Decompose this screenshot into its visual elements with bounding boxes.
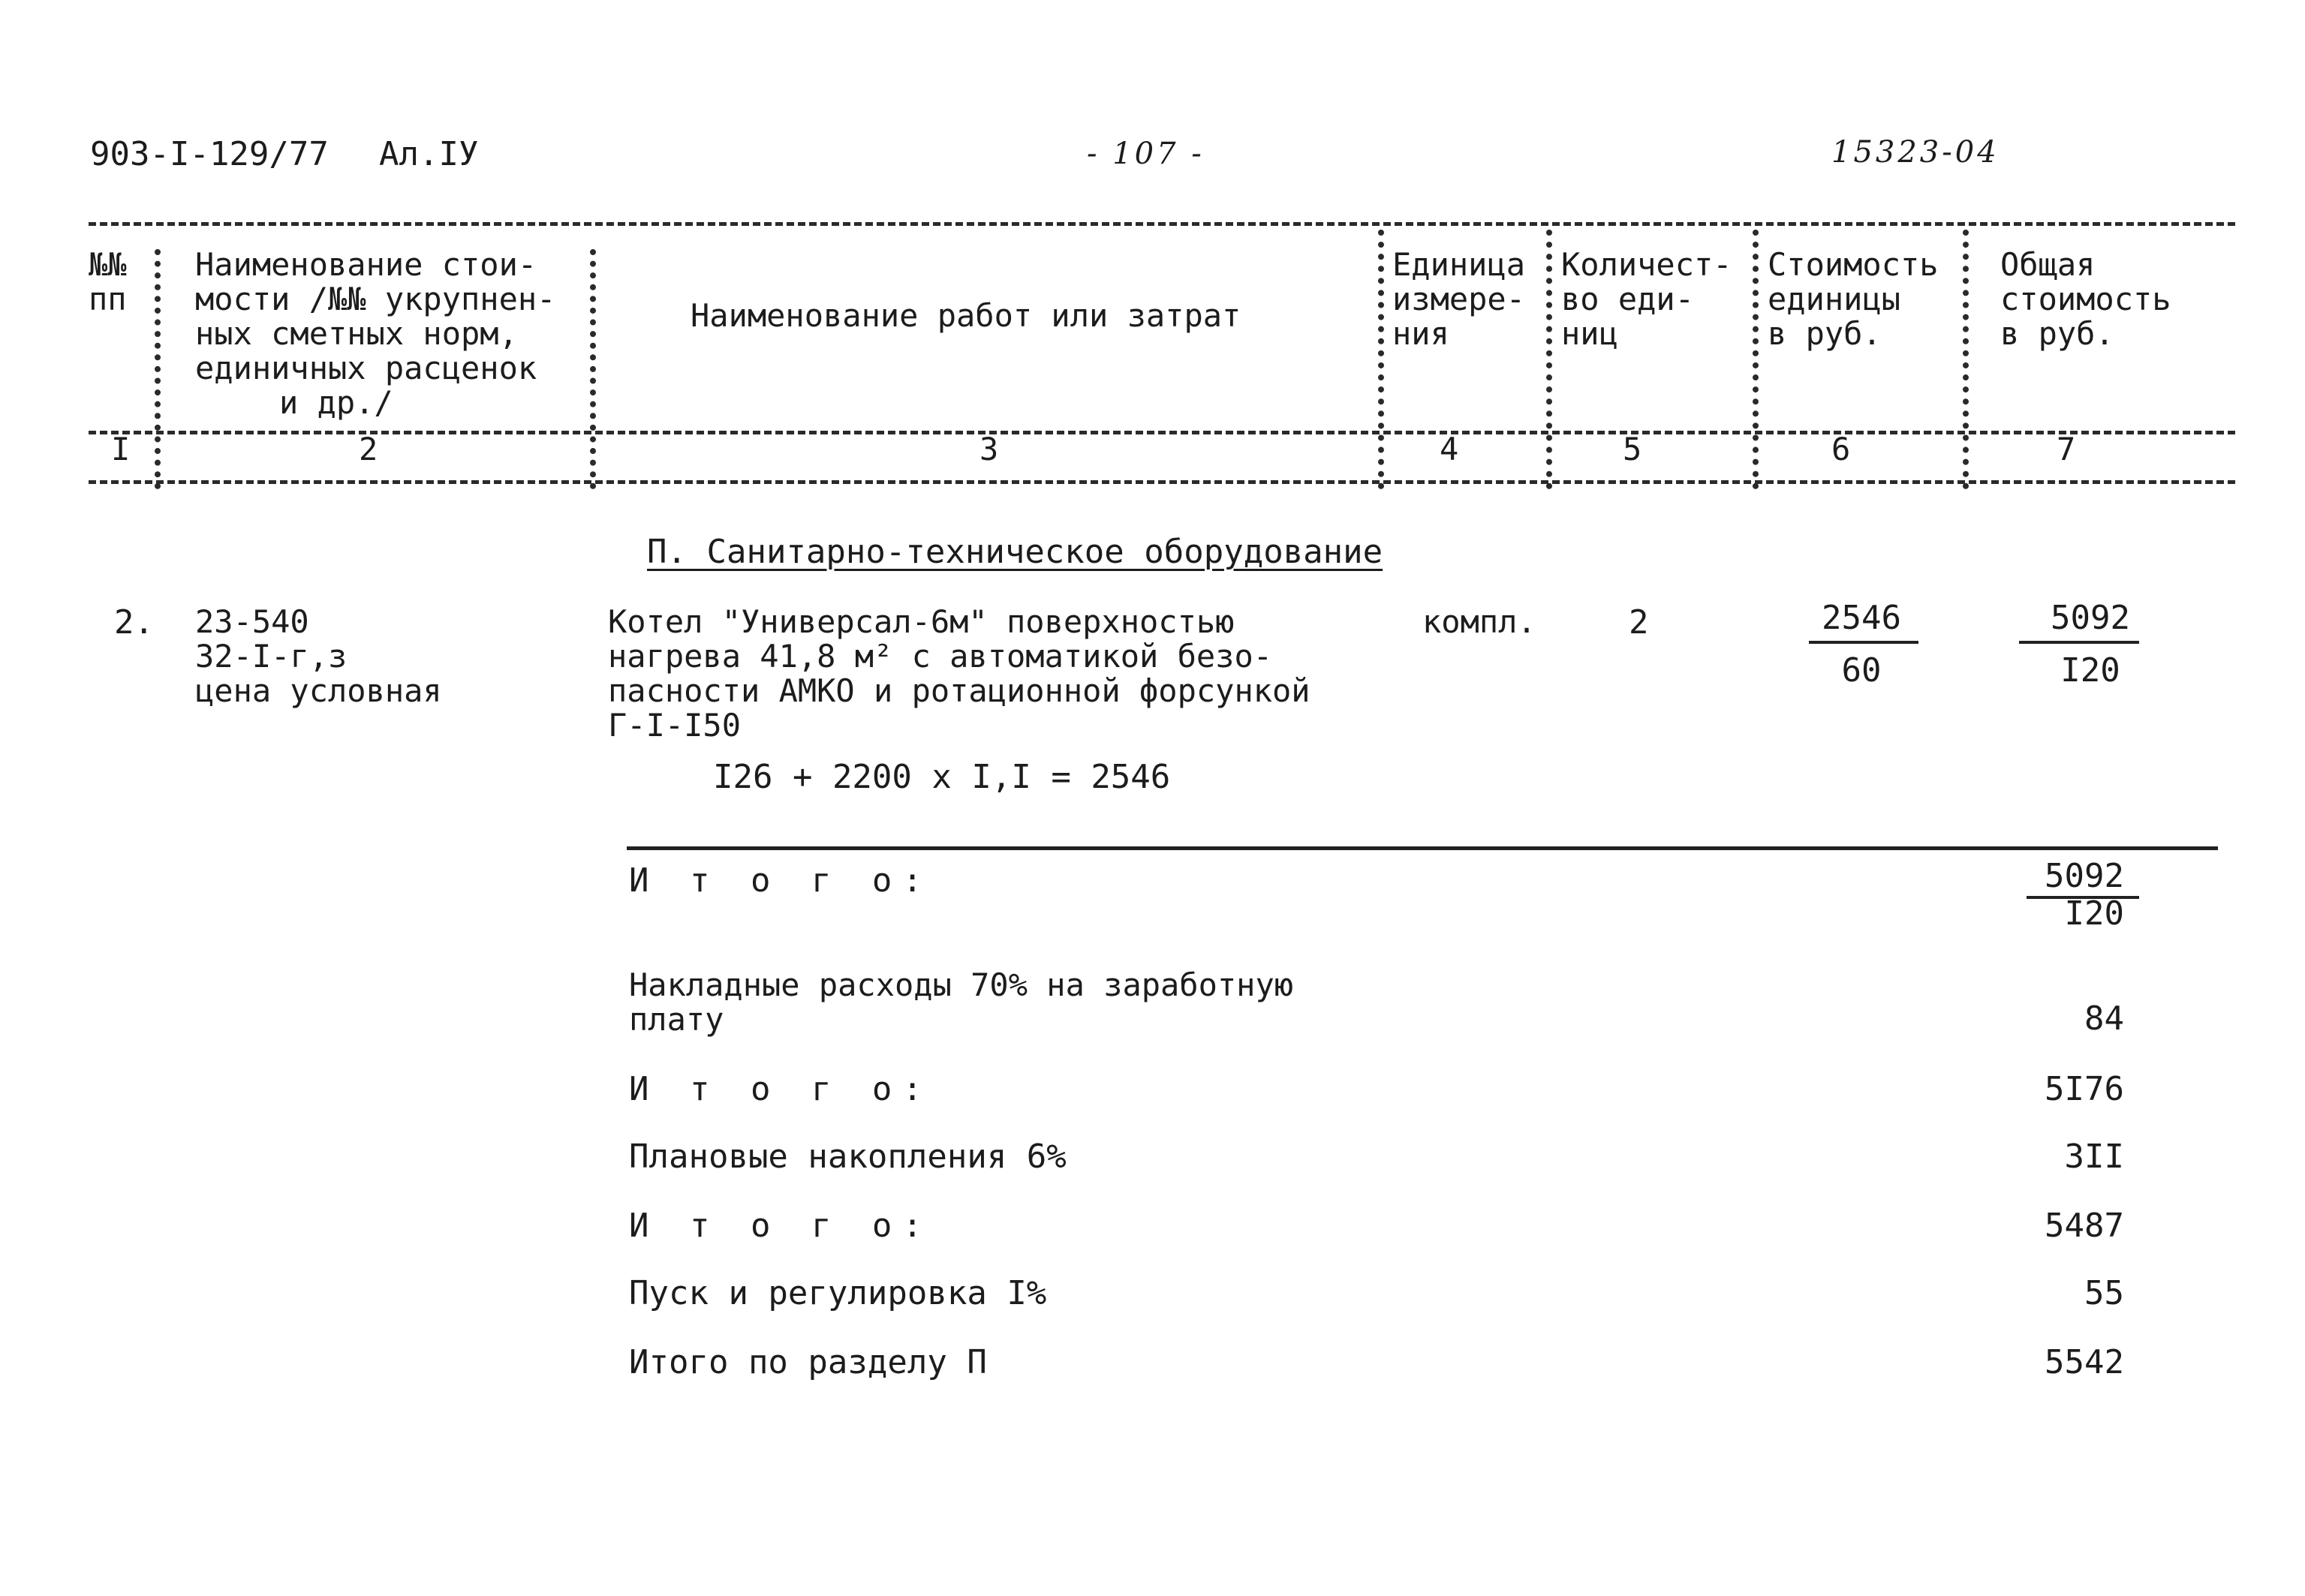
subtotal-1-bottom: I20 bbox=[2064, 894, 2124, 933]
section-title: П. Санитарно-техническое оборудование bbox=[647, 533, 1383, 571]
subtotal-1-label: И т о г о: bbox=[629, 861, 933, 900]
row-ref-line2: 32-I-г,з bbox=[195, 638, 348, 675]
document-code: 903-I-129/77 bbox=[90, 135, 329, 173]
row-unit: компл. bbox=[1422, 603, 1536, 640]
table-top-rule bbox=[89, 222, 2235, 226]
col-separator-5 bbox=[1753, 230, 1759, 489]
startup-adjustment-label: Пуск и регулировка I% bbox=[629, 1274, 1047, 1312]
header-col3: Наименование работ или затрат bbox=[691, 297, 1241, 334]
header-col4-line2: измере- bbox=[1392, 281, 1526, 317]
header-col6-line2: единицы bbox=[1768, 281, 1901, 317]
header-col2-line1: Наименование стои- bbox=[195, 246, 537, 283]
planned-accumulation-value: 3II bbox=[2064, 1138, 2124, 1176]
column-number-1: I bbox=[111, 431, 131, 467]
header-col2-line5: и др./ bbox=[279, 384, 393, 421]
header-col1-line2: пп bbox=[89, 281, 127, 317]
summary-rule bbox=[627, 846, 2218, 850]
row-total-top: 5092 bbox=[2051, 599, 2130, 637]
row-ref-line3: цена условная bbox=[195, 672, 442, 709]
row-total-bottom: I20 bbox=[2060, 651, 2120, 690]
startup-adjustment-value: 55 bbox=[2084, 1274, 2124, 1312]
subtotal-3-value: 5487 bbox=[2045, 1207, 2124, 1245]
header-col7-line2: стоимость bbox=[2000, 281, 2171, 317]
overhead-label-line1: Накладные расходы 70% на заработную bbox=[629, 966, 1294, 1003]
header-col2-line4: единичных расценок bbox=[195, 350, 537, 386]
subtotal-3-label: И т о г о: bbox=[629, 1207, 933, 1245]
header-col7-line3: в руб. bbox=[2000, 315, 2114, 352]
row-description-line3: пасности АМКО и ротационной форсункой bbox=[608, 672, 1310, 709]
row-quantity: 2 bbox=[1629, 603, 1649, 642]
header-col5-line1: Количест- bbox=[1561, 246, 1732, 283]
header-col2-line2: мости /№№ укрупнен- bbox=[195, 281, 556, 317]
column-number-7: 7 bbox=[2057, 431, 2076, 467]
header-col5-line3: ниц bbox=[1561, 315, 1618, 352]
row-unit-cost-fraction-line bbox=[1809, 641, 1918, 644]
row-description-line2: нагрева 41,8 м² с автоматикой безо- bbox=[608, 638, 1273, 675]
header-col1-line1: №№ bbox=[89, 246, 127, 283]
col-separator-1 bbox=[155, 249, 161, 489]
column-number-5: 5 bbox=[1623, 431, 1642, 467]
col-separator-3 bbox=[1378, 230, 1384, 489]
column-number-4: 4 bbox=[1440, 431, 1459, 467]
page-number: - 107 - bbox=[1087, 137, 1205, 171]
row-description-line4: Г-I-I50 bbox=[608, 707, 742, 744]
archive-stamp: 15323-04 bbox=[1831, 135, 2000, 170]
section-total-label: Итого по разделу П bbox=[629, 1343, 987, 1381]
subtotal-2-label: И т о г о: bbox=[629, 1070, 933, 1108]
col-separator-4 bbox=[1546, 230, 1552, 489]
header-col2-line3: ных сметных норм, bbox=[195, 315, 518, 352]
table-number-rule-top bbox=[89, 431, 2235, 434]
row-unit-cost-bottom: 60 bbox=[1841, 651, 1882, 690]
col-separator-2 bbox=[590, 249, 596, 489]
table-number-rule-bottom bbox=[89, 480, 2235, 484]
header-col6-line3: в руб. bbox=[1768, 315, 1882, 352]
column-number-3: 3 bbox=[979, 431, 999, 467]
album-number: Ал.IУ bbox=[379, 135, 479, 173]
planned-accumulation-label: Плановые накопления 6% bbox=[629, 1138, 1067, 1176]
col-separator-6 bbox=[1963, 230, 1969, 489]
section-total-value: 5542 bbox=[2045, 1343, 2124, 1381]
row-unit-cost-top: 2546 bbox=[1822, 599, 1901, 637]
row-total-fraction-line bbox=[2019, 641, 2139, 644]
subtotal-1-top: 5092 bbox=[2045, 857, 2124, 895]
header-col4-line1: Единица bbox=[1392, 246, 1526, 283]
row-description-line1: Котел "Универсал-6м" поверхностью bbox=[608, 603, 1235, 640]
column-number-2: 2 bbox=[359, 431, 378, 467]
row-cost-formula: I26 + 2200 х I,I = 2546 bbox=[713, 758, 1171, 796]
header-col7-line1: Общая bbox=[2000, 246, 2096, 283]
header-col6-line1: Стоимость bbox=[1768, 246, 1939, 283]
header-col4-line3: ния bbox=[1392, 315, 1449, 352]
row-ref-line1: 23-540 bbox=[195, 603, 309, 640]
header-col5-line2: во еди- bbox=[1561, 281, 1695, 317]
subtotal-2-value: 5I76 bbox=[2045, 1070, 2124, 1108]
overhead-value: 84 bbox=[2084, 999, 2124, 1038]
column-number-6: 6 bbox=[1831, 431, 1851, 467]
row-number: 2. bbox=[114, 603, 154, 642]
overhead-label-line2: плату bbox=[629, 1001, 724, 1038]
